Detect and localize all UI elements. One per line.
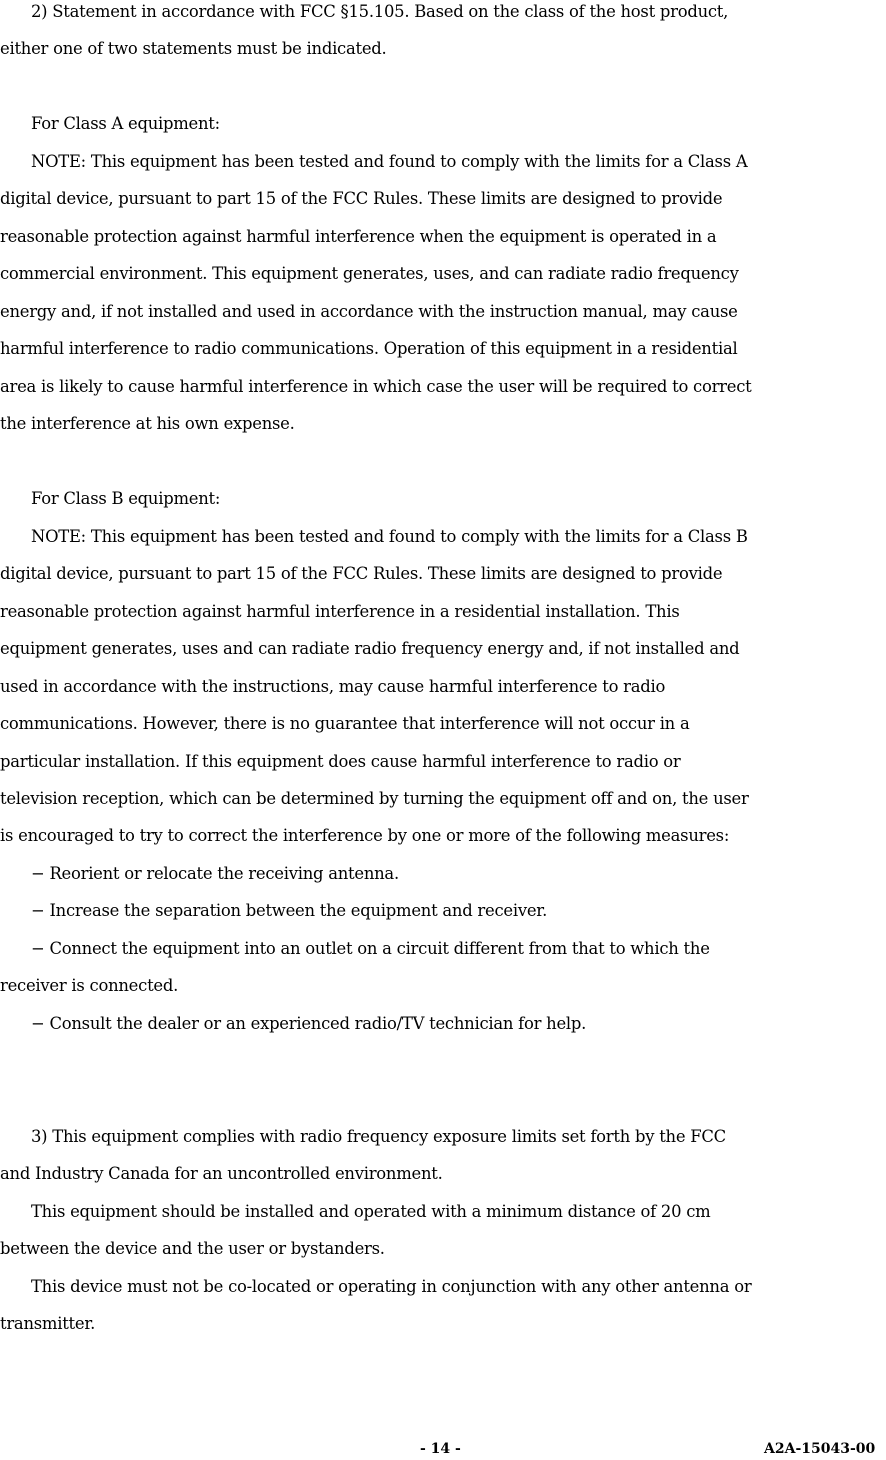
class-b-note-line: digital device, pursuant to part 15 of the FCC Rules. These limits are designed to provide xyxy=(0,564,723,583)
class-b-note-line: used in accordance with the instructions, may cause harmful interference to radio xyxy=(0,677,666,696)
section3-line: between the device and the user or bystanders. xyxy=(0,1239,385,1258)
section2-intro-line-2: either one of two statements must be indicated. xyxy=(0,39,387,58)
section3-line: This equipment should be installed and operated with a minimum distance of 20 cm xyxy=(31,1202,711,1221)
class-b-note-line: television reception, which can be determined by turning the equipment off and on, the user xyxy=(0,789,749,808)
class-a-note-line: the interference at his own expense. xyxy=(0,414,295,433)
document-code: A2A-15043-00 xyxy=(764,1441,876,1457)
class-b-note-line: particular installation. If this equipment does cause harmful interference to radio or xyxy=(0,752,681,771)
section3-line: 3) This equipment complies with radio frequency exposure limits set forth by the FCC xyxy=(31,1127,726,1146)
class-b-note-line: NOTE: This equipment has been tested and found to comply with the limits for a Class B xyxy=(31,527,748,546)
class-b-note-line: communications. However, there is no guarantee that interference will not occur in a xyxy=(0,714,690,733)
class-a-note-line: harmful interference to radio communications. Operation of this equipment in a residential xyxy=(0,339,738,358)
measure-item: − Consult the dealer or an experienced radio/TV technician for help. xyxy=(31,1014,587,1033)
class-a-note-line: commercial environment. This equipment generates, uses, and can radiate radio frequency xyxy=(0,264,739,283)
section3-line: This device must not be co-located or operating in conjunction with any other antenna or xyxy=(31,1277,752,1296)
class-a-note-line: digital device, pursuant to part 15 of the FCC Rules. These limits are designed to provide xyxy=(0,189,723,208)
class-a-note-line: area is likely to cause harmful interference in which case the user will be required to correct xyxy=(0,377,752,396)
class-a-note-line: NOTE: This equipment has been tested and found to comply with the limits for a Class A xyxy=(31,152,748,171)
class-b-note-line: is encouraged to try to correct the interference by one or more of the following measures: xyxy=(0,826,730,845)
class-a-note-line: reasonable protection against harmful interference when the equipment is operated in a xyxy=(0,227,717,246)
measure-item-continuation: receiver is connected. xyxy=(0,976,179,995)
class-b-heading: For Class B equipment: xyxy=(31,489,221,508)
measure-item: − Reorient or relocate the receiving antenna. xyxy=(31,864,399,883)
page-number: - 14 - xyxy=(420,1441,461,1457)
measure-item: − Increase the separation between the equipment and receiver. xyxy=(31,901,548,920)
measure-item: − Connect the equipment into an outlet on a circuit different from that to which the xyxy=(31,939,710,958)
class-a-heading: For Class A equipment: xyxy=(31,114,220,133)
section3-line: transmitter. xyxy=(0,1314,96,1333)
class-b-note-line: equipment generates, uses and can radiate radio frequency energy and, if not installed and xyxy=(0,639,740,658)
class-b-note-line: reasonable protection against harmful interference in a residential installation. This xyxy=(0,602,680,621)
class-a-note-line: energy and, if not installed and used in accordance with the instruction manual, may cause xyxy=(0,302,738,321)
section3-line: and Industry Canada for an uncontrolled environment. xyxy=(0,1164,443,1183)
section2-intro-line-1: 2) Statement in accordance with FCC §15.105. Based on the class of the host product, xyxy=(31,2,729,21)
